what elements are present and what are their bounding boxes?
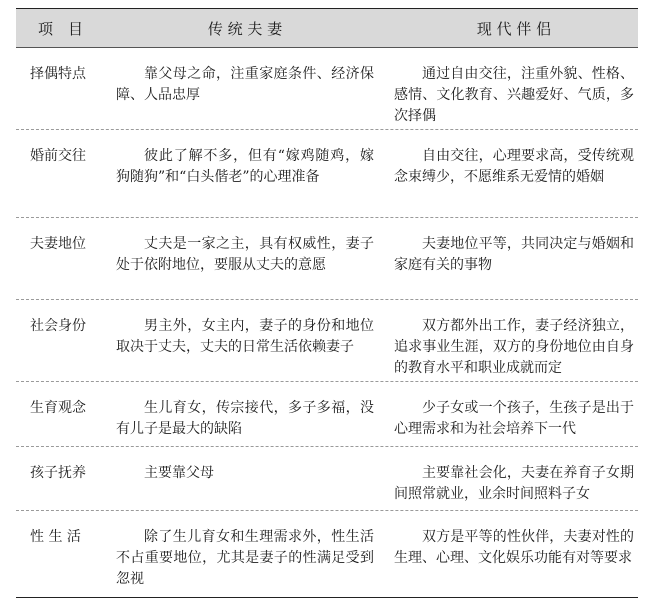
table-row — [16, 218, 638, 300]
table-header — [16, 9, 638, 48]
row-item: 社会身份 — [30, 318, 86, 334]
table-row — [16, 48, 638, 130]
table-row — [16, 511, 638, 597]
row-item: 孩子抚养 — [30, 465, 86, 481]
row-item: 择偶特点 — [30, 66, 86, 82]
row-item: 婚前交往 — [30, 148, 86, 164]
header-modern: 现 代 伴 侣 — [476, 19, 552, 38]
row-traditional: 彼此了解不多，但有“嫁鸡随鸡，嫁狗随狗”和“白头偕老”的心理准备 — [116, 148, 374, 185]
table-row — [16, 382, 638, 447]
row-item: 夫妻地位 — [30, 236, 86, 252]
table-row — [16, 447, 638, 511]
table-row — [16, 130, 638, 218]
row-traditional: 丈夫是一家之主，具有权威性，妻子处于依附地位，要服从丈夫的意愿 — [116, 236, 374, 273]
row-traditional: 生儿育女，传宗接代，多子多福，没有儿子是最大的缺陷 — [116, 400, 374, 437]
row-modern: 主要靠社会化，夫妻在养育子女期间照常就业，业余时间照料子女 — [394, 465, 634, 502]
row-item: 性 生 活 — [30, 529, 81, 545]
header-item: 项 目 — [38, 19, 84, 38]
row-modern: 夫妻地位平等，共同决定与婚姻和家庭有关的事物 — [394, 236, 634, 273]
comparison-table — [16, 8, 638, 598]
row-traditional: 除了生儿育女和生理需求外，性生活不占重要地位，尤其是妻子的性满足受到忽视 — [116, 529, 374, 587]
row-modern: 双方是平等的性伙伴，夫妻对性的生理、心理、文化娱乐功能有对等要求 — [394, 529, 634, 566]
row-traditional: 主要靠父母 — [144, 465, 214, 481]
row-modern: 自由交往，心理要求高，受传统观念束缚少，不愿维系无爱情的婚姻 — [394, 148, 634, 185]
row-modern: 双方都外出工作，妻子经济独立，追求事业生涯，双方的身份地位由自身的教育水平和职业成就而定 — [394, 318, 634, 376]
row-modern: 通过自由交往，注重外貌、性格、感情、文化教育、兴趣爱好、气质，多次择偶 — [394, 66, 634, 124]
row-item: 生育观念 — [30, 400, 86, 416]
row-traditional: 男主外，女主内，妻子的身份和地位取决于丈夫，丈夫的日常生活依赖妻子 — [116, 318, 374, 355]
row-modern: 少子女或一个孩子，生孩子是出于心理需求和为社会培养下一代 — [394, 400, 634, 437]
row-traditional: 靠父母之命，注重家庭条件、经济保障、人品忠厚 — [116, 66, 374, 103]
table-row — [16, 300, 638, 382]
header-traditional: 传 统 夫 妻 — [207, 19, 283, 38]
